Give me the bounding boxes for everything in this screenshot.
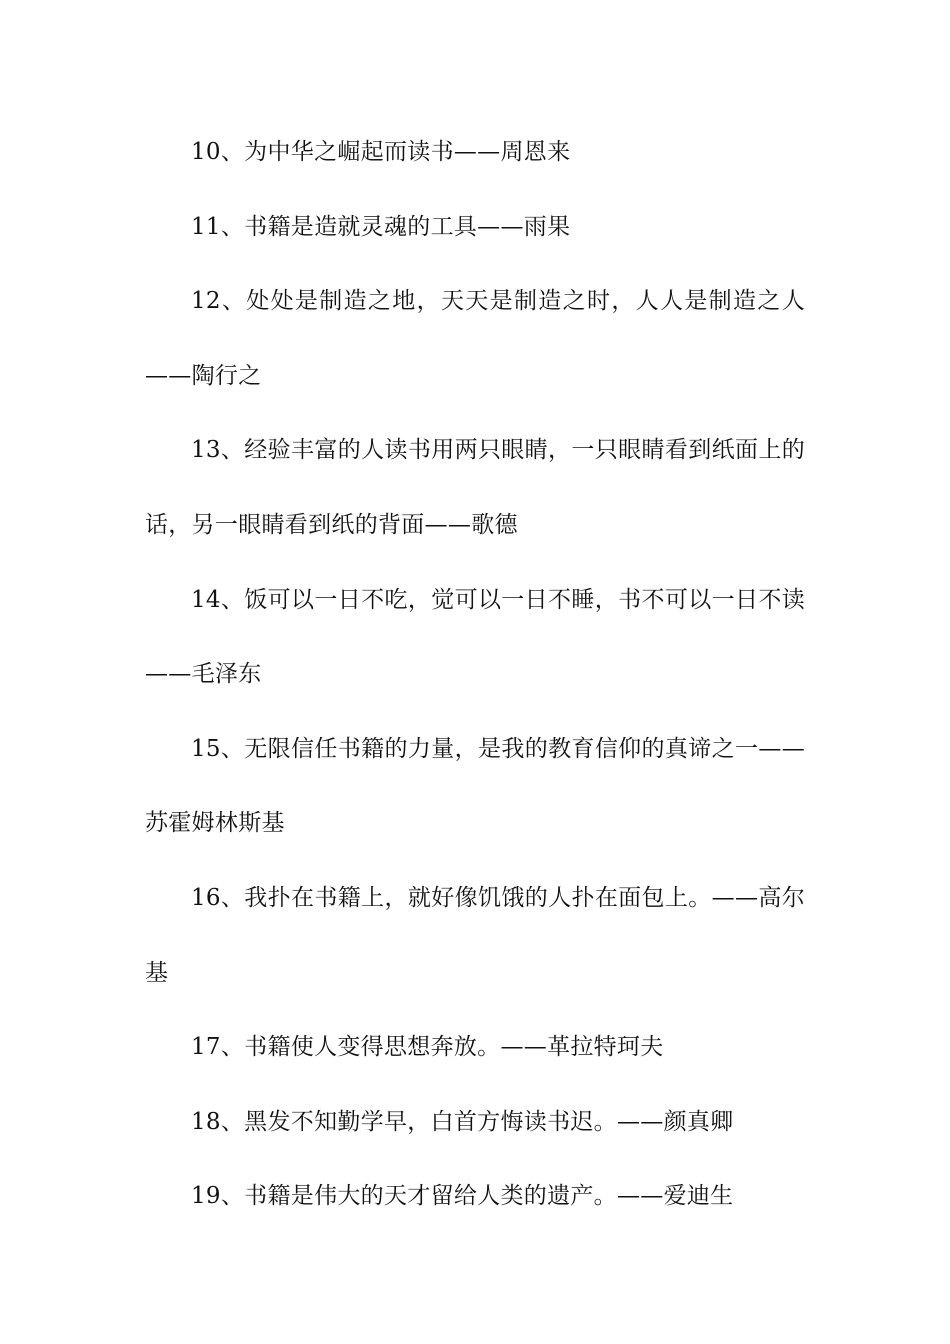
quote-item-15: 15、无限信任书籍的力量，是我的教育信仰的真谛之一——苏霍姆林斯基 bbox=[145, 735, 805, 837]
quote-item-18: 18、黑发不知勤学早，白首方悔读书迟。——颜真卿 bbox=[191, 1108, 734, 1135]
quote-item-17: 17、书籍使人变得思想奔放。——革拉特珂夫 bbox=[191, 1034, 664, 1061]
quote-item-16: 16、我扑在书籍上，就好像饥饿的人扑在面包上。——高尔基 bbox=[145, 884, 805, 986]
quote-item-10: 10、为中华之崛起而读书——周恩来 bbox=[191, 139, 571, 165]
quote-list bbox=[145, 115, 805, 1234]
quote-item-11: 11、书籍是造就灵魂的工具——雨果 bbox=[191, 213, 571, 240]
quote-item-12: 12、处处是制造之地，天天是制造之时，人人是制造之人——陶行之 bbox=[145, 288, 805, 389]
quote-item-13: 13、经验丰富的人读书用两只眼睛，一只眼睛看到纸面上的话，另一眼睛看到纸的背面——歌德 bbox=[145, 437, 805, 538]
quote-item-19: 19、书籍是伟大的天才留给人类的遗产。——爱迪生 bbox=[191, 1183, 734, 1210]
quote-item-14: 14、饭可以一日不吃，觉可以一日不睡，书不可以一日不读——毛泽东 bbox=[145, 586, 805, 688]
